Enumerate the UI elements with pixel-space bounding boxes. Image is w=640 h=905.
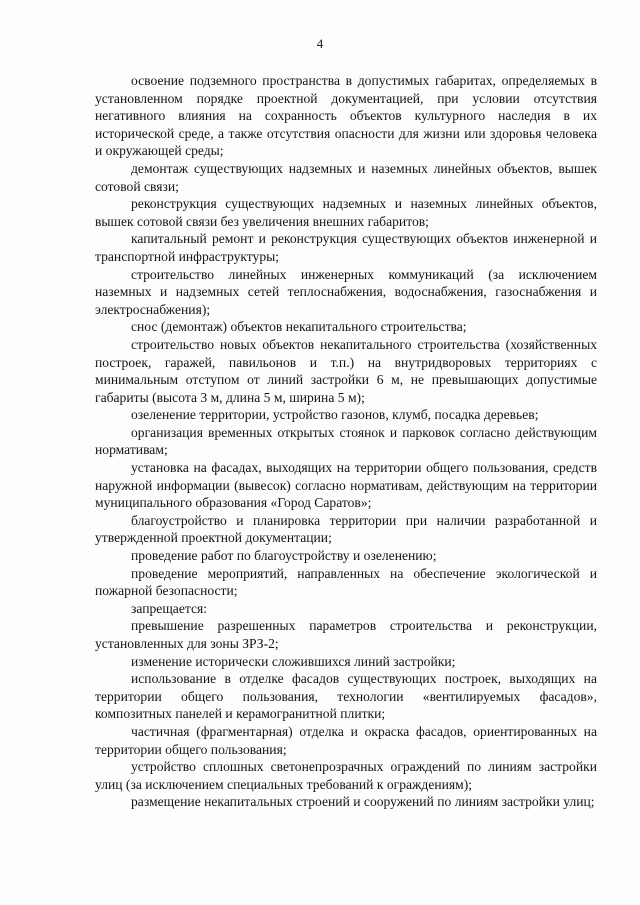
paragraph: освоение подземного пространства в допустимых габаритах, определяемых в установленном порядке проектной документацией, при условии отсутствия негативного влияния на сохранность объектов культурного наследия в их исторической среде, а также отсутствия опасности для жизни или здоровья человека и окружающей среды;: [95, 73, 597, 159]
paragraph: частичная (фрагментарная) отделка и окраска фасадов, ориентированных на территории общего пользования;: [95, 723, 597, 757]
paragraph: размещение некапитальных строений и сооружений по линиям застройки улиц;: [131, 794, 595, 810]
paragraph: устройство сплошных светонепрозрачных ограждений по линиям застройки улиц (за исключением специальных требований к ограждениям);: [95, 759, 597, 792]
paragraph: строительство линейных инженерных коммуникаций (за исключением наземных и надземных сетей теплоснабжения, водоснабжения, газоснабжения и электроснабжения);: [95, 266, 597, 317]
body-text: [95, 72, 597, 811]
paragraph: организация временных открытых стоянок и парковок согласно действующим нормативам;: [95, 424, 597, 458]
paragraph: использование в отделке фасадов существующих построек, выходящих на территории общего пользования, технологии «вентилируемых фасадов», композитных панелей и керамогранитной плитки;: [95, 671, 597, 722]
paragraph: демонтаж существующих надземных и наземных линейных объектов, вышек сотовой связи;: [95, 160, 597, 194]
paragraph: озеленение территории, устройство газонов, клумб, посадка деревьев;: [131, 407, 539, 423]
page-number: 4: [316, 36, 324, 51]
paragraph: реконструкция существующих надземных и наземных линейных объектов, вышек сотовой связи без увеличения внешних габаритов;: [95, 196, 597, 229]
paragraph: капитальный ремонт и реконструкция существующих объектов инженерной и транспортной инфраструктуры;: [95, 231, 597, 264]
paragraph: снос (демонтаж) объектов некапитального строительства;: [131, 319, 467, 335]
paragraph: благоустройство и планировка территории при наличии разработанной и утвержденной проектной документации;: [95, 512, 597, 546]
paragraph: проведение работ по благоустройству и озеленению;: [131, 548, 437, 564]
paragraph: строительство новых объектов некапитального строительства (хозяйственных построек, гаражей, павильонов и т.п.) на внутридворовых территориях с минимальным отступом от линий застройки 6 м, не превышающих допустимые габариты (высота 3 м, длина 5 м, ширина 5 м);: [95, 336, 597, 405]
paragraph: установка на фасадах, выходящих на территории общего пользования, средств наружной информации (вывесок) согласно нормативам, действующим на территории муниципального образования «Город Саратов»;: [95, 460, 597, 511]
paragraph: превышение разрешенных параметров строительства и реконструкции, установленных для зоны ЗРЗ-2;: [95, 618, 597, 651]
paragraph: запрещается:: [131, 600, 208, 616]
paragraph: проведение мероприятий, направленных на обеспечение экологической и пожарной безопасности;: [95, 565, 597, 599]
paragraph: изменение исторически сложившихся линий застройки;: [131, 653, 456, 669]
